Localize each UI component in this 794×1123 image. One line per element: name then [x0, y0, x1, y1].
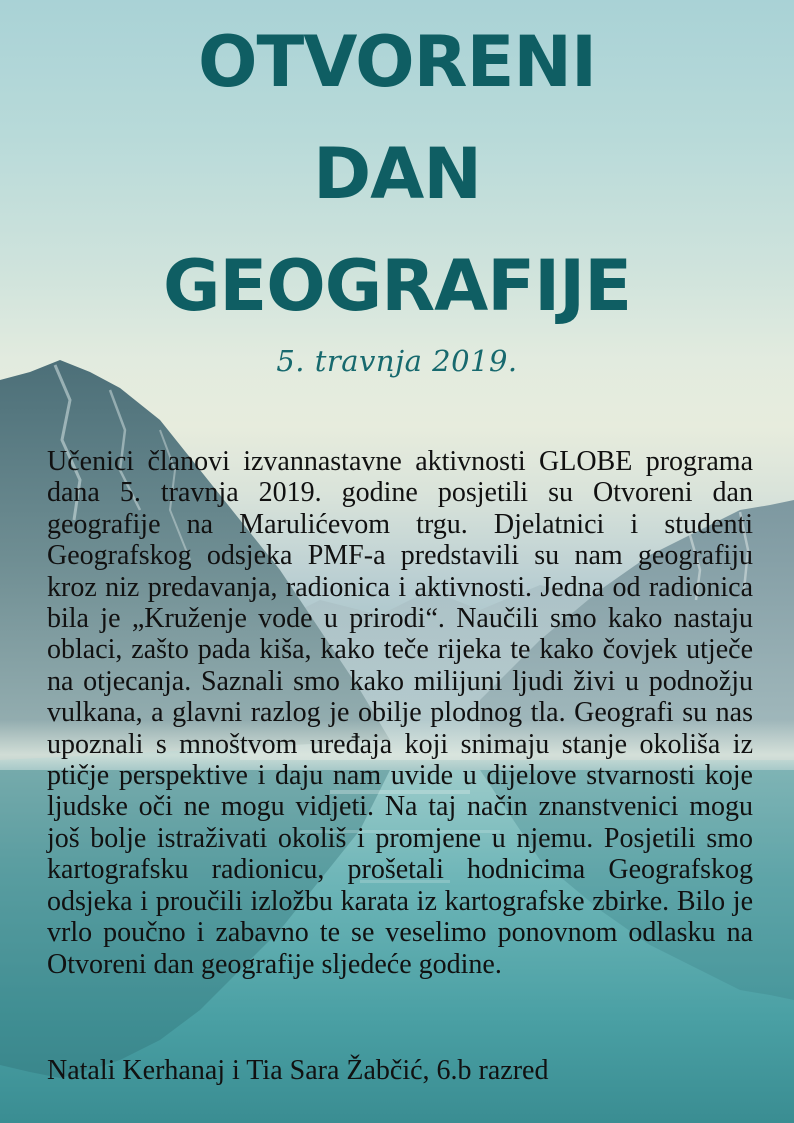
article-body: Učenici članovi izvannastavne aktivnosti GLOBE programa dana 5. travnja 2019. godine posjetili su Otvoreni dan geografije na Marulićevom trgu. Djelatnici i studenti Geografskog odsjeka PMF-a predstavili su nam geografiju kroz niz predavanja, radionica i aktivnosti. Jedna od radionica bila je „Kruženje vode u prirodi“. Naučili smo kako nastaju oblaci, zašto pada kiša, kako teče rijeka te kako čovjek utječe na otjecanja. Saznali smo kako milijuni ljudi živi u podnožju vulkana, a glavni razlog je obilje plodnog tla. Geografi su nas upoznali s mnoštvom uređaja koji snimaju stanje okoliša iz ptičje perspektive i daju nam uvide u dijelove stvarnosti koje ljudske oči ne mogu vidjeti. Na taj način znanstvenici mogu još bolje istraživati okoliš i promjene u njemu. Posjetili smo kartografsku radionicu, prošetali hodnicima Geografskog odsjeka i proučili izložbu karata iz kartografske zbirke. Bilo je vrlo poučno i zabavno te se veselimo ponovnom odlasku na Otvoreni dan geografije sljedeće godine. [47, 446, 753, 980]
title-line-1: OTVORENI [197, 21, 597, 103]
title-line-2: DAN [313, 133, 481, 215]
event-date: 5. travnja 2019. [276, 344, 518, 378]
title-line-3: GEOGRAFIJE [162, 245, 632, 327]
article-signature: Natali Kerhanaj i Tia Sara Žabčić, 6.b razred [47, 1055, 549, 1086]
